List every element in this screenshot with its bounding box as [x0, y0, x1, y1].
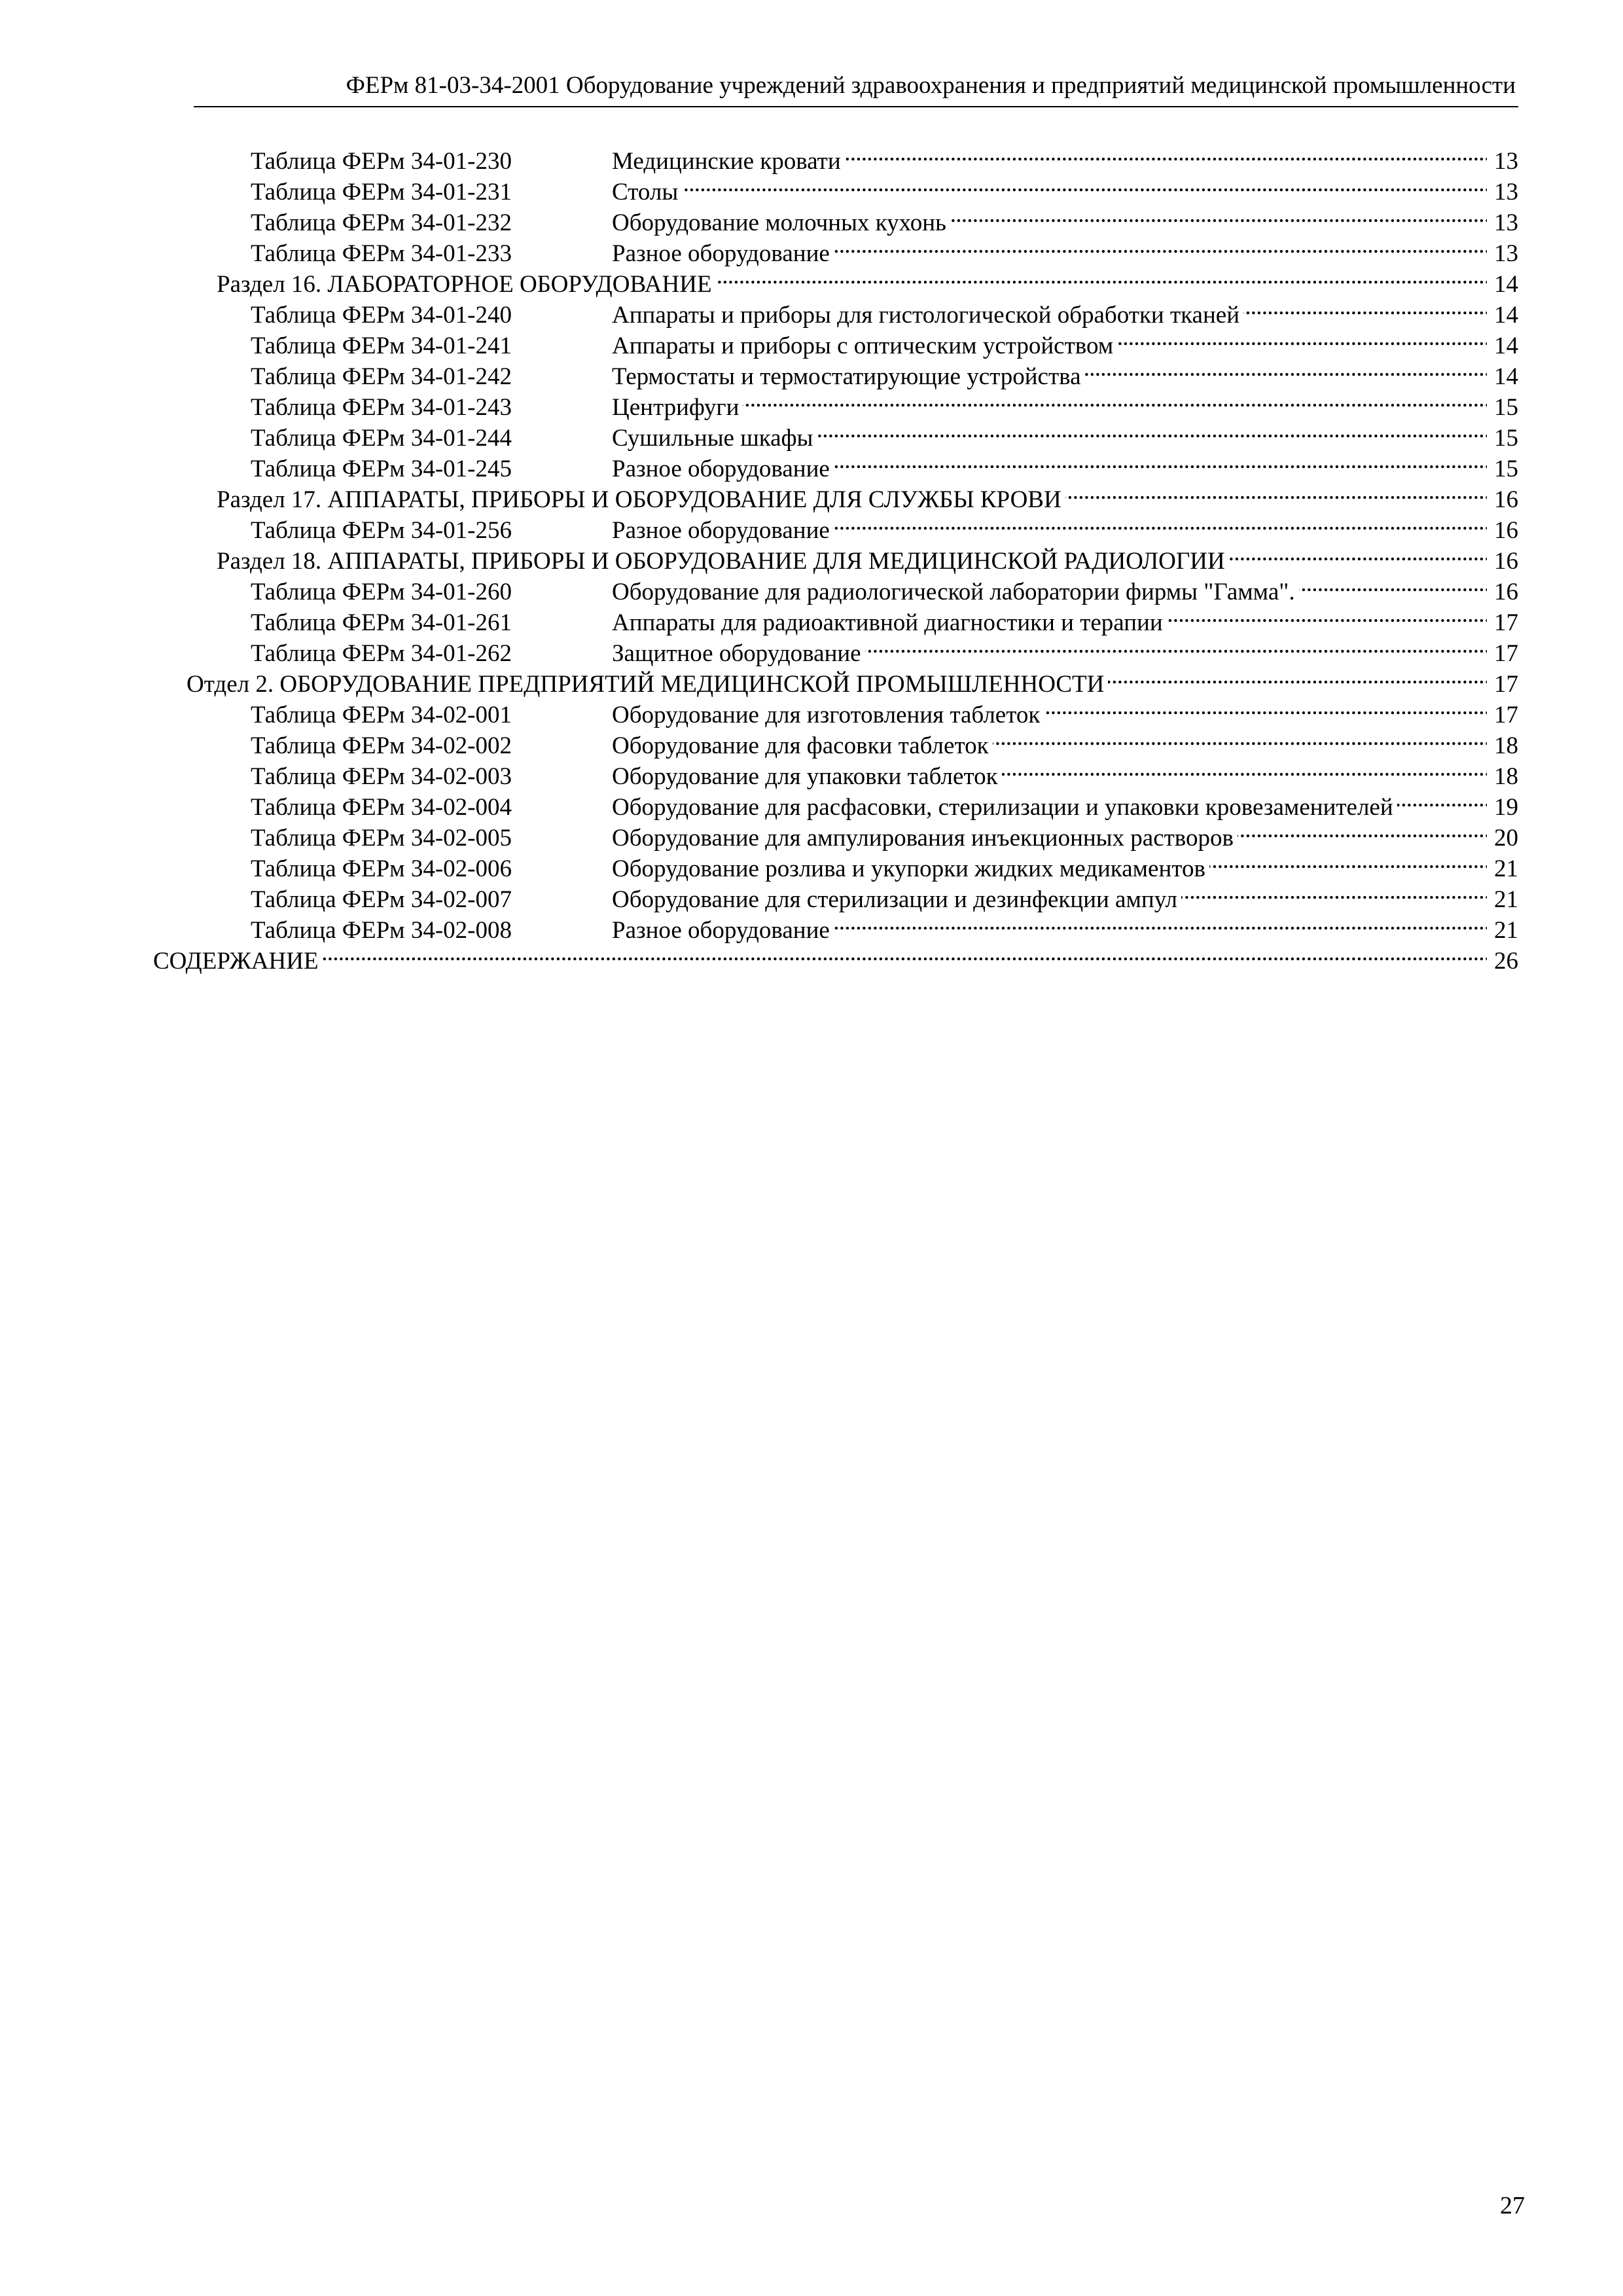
toc-entry-code: Таблица ФЕРм 34-01-262: [251, 640, 512, 667]
dot-leader: [1229, 537, 1487, 569]
toc-entry-title: Разное оборудование: [612, 917, 830, 944]
toc-section-heading[interactable]: [217, 537, 1518, 575]
toc-entry[interactable]: [251, 568, 1518, 605]
dot-leader: [1108, 660, 1487, 692]
dot-leader: [834, 507, 1487, 538]
toc-entry-page: 15: [1494, 394, 1518, 421]
toc-entry[interactable]: [251, 322, 1518, 359]
toc-entry[interactable]: [251, 722, 1518, 759]
dot-leader: [845, 137, 1487, 169]
toc-entry[interactable]: [251, 414, 1518, 452]
toc-entry-title: Аппараты и приборы с оптическим устройством: [612, 332, 1114, 359]
toc-section-heading[interactable]: [217, 260, 1518, 298]
toc-entry[interactable]: [251, 353, 1518, 390]
toc-entry[interactable]: [251, 753, 1518, 790]
toc-entry-title: Раздел 16. ЛАБОРАТОРНОЕ ОБОРУДОВАНИЕ: [217, 271, 712, 298]
dot-leader: [993, 722, 1487, 753]
toc-entry[interactable]: [251, 445, 1518, 482]
toc-entry-title: Раздел 17. АППАРАТЫ, ПРИБОРЫ И ОБОРУДОВАНИЕ ДЛЯ СЛУЖБЫ КРОВИ: [217, 486, 1061, 513]
header-rule: [194, 106, 1518, 107]
toc-entry-code: Таблица ФЕРм 34-01-256: [251, 517, 512, 544]
toc-entry-title: Аппараты для радиоактивной диагностики и терапии: [612, 609, 1163, 636]
toc-entry-page: 21: [1494, 855, 1518, 882]
page-number: 27: [1500, 2192, 1525, 2219]
toc-entry-page: 17: [1494, 609, 1518, 636]
toc-entry-page: 15: [1494, 425, 1518, 452]
toc-entry[interactable]: [251, 845, 1518, 882]
toc-entry-code: Таблица ФЕРм 34-02-002: [251, 732, 512, 759]
toc-entry[interactable]: [251, 906, 1518, 944]
toc-entry-page: 14: [1494, 302, 1518, 329]
toc-entry-code: Таблица ФЕРм 34-01-245: [251, 456, 512, 482]
dot-leader: [1209, 845, 1487, 876]
toc-entry-code: Таблица ФЕРм 34-01-243: [251, 394, 512, 421]
toc-entry-title: Оборудование для ампулирования инъекционных растворов: [612, 825, 1234, 852]
toc-entry-title: Защитное оборудование: [612, 640, 861, 667]
toc-entry-page: 18: [1494, 763, 1518, 790]
toc-department-heading[interactable]: [187, 660, 1518, 698]
toc-section-heading[interactable]: [217, 476, 1518, 513]
toc-entry-page: 14: [1494, 271, 1518, 298]
dot-leader: [323, 937, 1487, 969]
toc-entry[interactable]: [251, 137, 1518, 175]
toc-entry-title: Центрифуги: [612, 394, 740, 421]
toc-entry-page: 20: [1494, 825, 1518, 852]
dot-leader: [1044, 691, 1487, 723]
toc-entry-page: 21: [1494, 886, 1518, 913]
toc-entry-title: Оборудование для фасовки таблеток: [612, 732, 989, 759]
toc-entry-page: 14: [1494, 363, 1518, 390]
toc-entry-title: Аппараты и приборы для гистологической обработки тканей: [612, 302, 1240, 329]
dot-leader: [1181, 876, 1487, 907]
toc-entry-page: 16: [1494, 517, 1518, 544]
dot-leader: [743, 384, 1487, 415]
toc-entry[interactable]: [251, 168, 1518, 206]
toc-entry-page: 13: [1494, 148, 1518, 175]
toc-entry-page: 13: [1494, 240, 1518, 267]
toc-entry[interactable]: [251, 199, 1518, 236]
toc-entry-code: Таблица ФЕРм 34-01-240: [251, 302, 512, 329]
dot-leader: [716, 260, 1487, 292]
running-header: ФЕРм 81-03-34-2001 Оборудование учреждений здравоохранения и предприятий медицинской промышленности: [346, 72, 1516, 99]
toc-entry-page: 17: [1494, 702, 1518, 728]
toc-entry-title: Оборудование розлива и укупорки жидких медикаментов: [612, 855, 1205, 882]
toc-entry-page: 16: [1494, 486, 1518, 513]
toc-entry-page: 15: [1494, 456, 1518, 482]
toc-entry-title: Раздел 18. АППАРАТЫ, ПРИБОРЫ И ОБОРУДОВАНИЕ ДЛЯ МЕДИЦИНСКОЙ РАДИОЛОГИИ: [217, 548, 1225, 575]
dot-leader: [1085, 353, 1487, 384]
toc-entry-title: Термостаты и термостатирующие устройства: [612, 363, 1081, 390]
dot-leader: [1002, 753, 1487, 784]
dot-leader: [1167, 599, 1487, 630]
toc-entry-title: Оборудование для изготовления таблеток: [612, 702, 1041, 728]
dot-leader: [817, 414, 1487, 446]
toc-entry-title: Разное оборудование: [612, 456, 830, 482]
toc-entry-code: Таблица ФЕРм 34-01-232: [251, 209, 512, 236]
toc-entry[interactable]: [251, 599, 1518, 636]
toc-entry[interactable]: [251, 814, 1518, 852]
toc-entry-page: 21: [1494, 917, 1518, 944]
toc-entry-title: Медицинские кровати: [612, 148, 841, 175]
dot-leader: [1243, 291, 1487, 323]
toc-entry-code: Таблица ФЕРм 34-02-005: [251, 825, 512, 852]
toc-entry[interactable]: [251, 783, 1518, 821]
dot-leader: [834, 906, 1487, 938]
toc-entry-code: Таблица ФЕРм 34-01-244: [251, 425, 512, 452]
toc-entry-title: Столы: [612, 179, 679, 206]
toc-entry-code: Таблица ФЕРм 34-01-231: [251, 179, 512, 206]
toc-entry-code: Таблица ФЕРм 34-01-260: [251, 579, 512, 605]
toc-entry-code: Таблица ФЕРм 34-02-006: [251, 855, 512, 882]
toc-entry-page: 17: [1494, 671, 1518, 698]
dot-leader: [865, 630, 1487, 661]
toc-entry-code: Таблица ФЕРм 34-02-001: [251, 702, 512, 728]
toc-entry[interactable]: [251, 876, 1518, 913]
toc-entry-code: Таблица ФЕРм 34-02-004: [251, 794, 512, 821]
dot-leader: [834, 230, 1487, 261]
toc-entry[interactable]: [251, 230, 1518, 267]
toc-entry-code: Таблица ФЕРм 34-01-261: [251, 609, 512, 636]
toc-entry-title: Оборудование для упаковки таблеток: [612, 763, 998, 790]
toc-entry-title: Сушильные шкафы: [612, 425, 813, 452]
toc-entry-page: 16: [1494, 579, 1518, 605]
dot-leader: [1065, 476, 1487, 507]
toc-entry-page: 18: [1494, 732, 1518, 759]
toc-entry-page: 19: [1494, 794, 1518, 821]
dot-leader: [950, 199, 1487, 230]
toc-entry-page: 14: [1494, 332, 1518, 359]
toc-entry-page: 13: [1494, 209, 1518, 236]
toc-entry-code: Таблица ФЕРм 34-01-230: [251, 148, 512, 175]
dot-leader: [1117, 322, 1487, 353]
toc-entry-page: 13: [1494, 179, 1518, 206]
toc-entry[interactable]: [251, 291, 1518, 329]
toc-entry-code: Таблица ФЕРм 34-01-241: [251, 332, 512, 359]
toc-entry-title: Оборудование для радиологической лаборатории фирмы "Гамма".: [612, 579, 1295, 605]
toc-entry-title: Оборудование молочных кухонь: [612, 209, 946, 236]
dot-leader: [834, 445, 1487, 476]
toc-entry-code: Таблица ФЕРм 34-02-007: [251, 886, 512, 913]
dot-leader: [682, 168, 1487, 200]
toc-entry-code: Таблица ФЕРм 34-01-242: [251, 363, 512, 390]
dot-leader: [1238, 814, 1487, 846]
toc-entry-page: 16: [1494, 548, 1518, 575]
toc-entry-title: Разное оборудование: [612, 240, 830, 267]
toc-entry-code: Таблица ФЕРм 34-02-003: [251, 763, 512, 790]
dot-leader: [1397, 783, 1487, 815]
toc-entry-title: Оборудование для стерилизации и дезинфекции ампул: [612, 886, 1178, 913]
toc-entry-page: 17: [1494, 640, 1518, 667]
toc-entry[interactable]: [251, 630, 1518, 667]
toc-entry-code: Таблица ФЕРм 34-02-008: [251, 917, 512, 944]
toc-entry-title: СОДЕРЖАНИЕ: [153, 948, 319, 975]
toc-entry[interactable]: [251, 384, 1518, 421]
toc-entry[interactable]: [251, 691, 1518, 728]
toc-entry-code: Таблица ФЕРм 34-01-233: [251, 240, 512, 267]
toc-entry-title: Разное оборудование: [612, 517, 830, 544]
toc-entry[interactable]: [251, 507, 1518, 544]
toc-entry-page: 26: [1494, 948, 1518, 975]
toc-entry-title: Отдел 2. ОБОРУДОВАНИЕ ПРЕДПРИЯТИЙ МЕДИЦИНСКОЙ ПРОМЫШЛЕННОСТИ: [187, 671, 1105, 698]
toc-contents-entry[interactable]: [153, 937, 1518, 975]
toc-entry-title: Оборудование для расфасовки, стерилизации и упаковки кровезаменителей: [612, 794, 1393, 821]
dot-leader: [1299, 568, 1487, 600]
